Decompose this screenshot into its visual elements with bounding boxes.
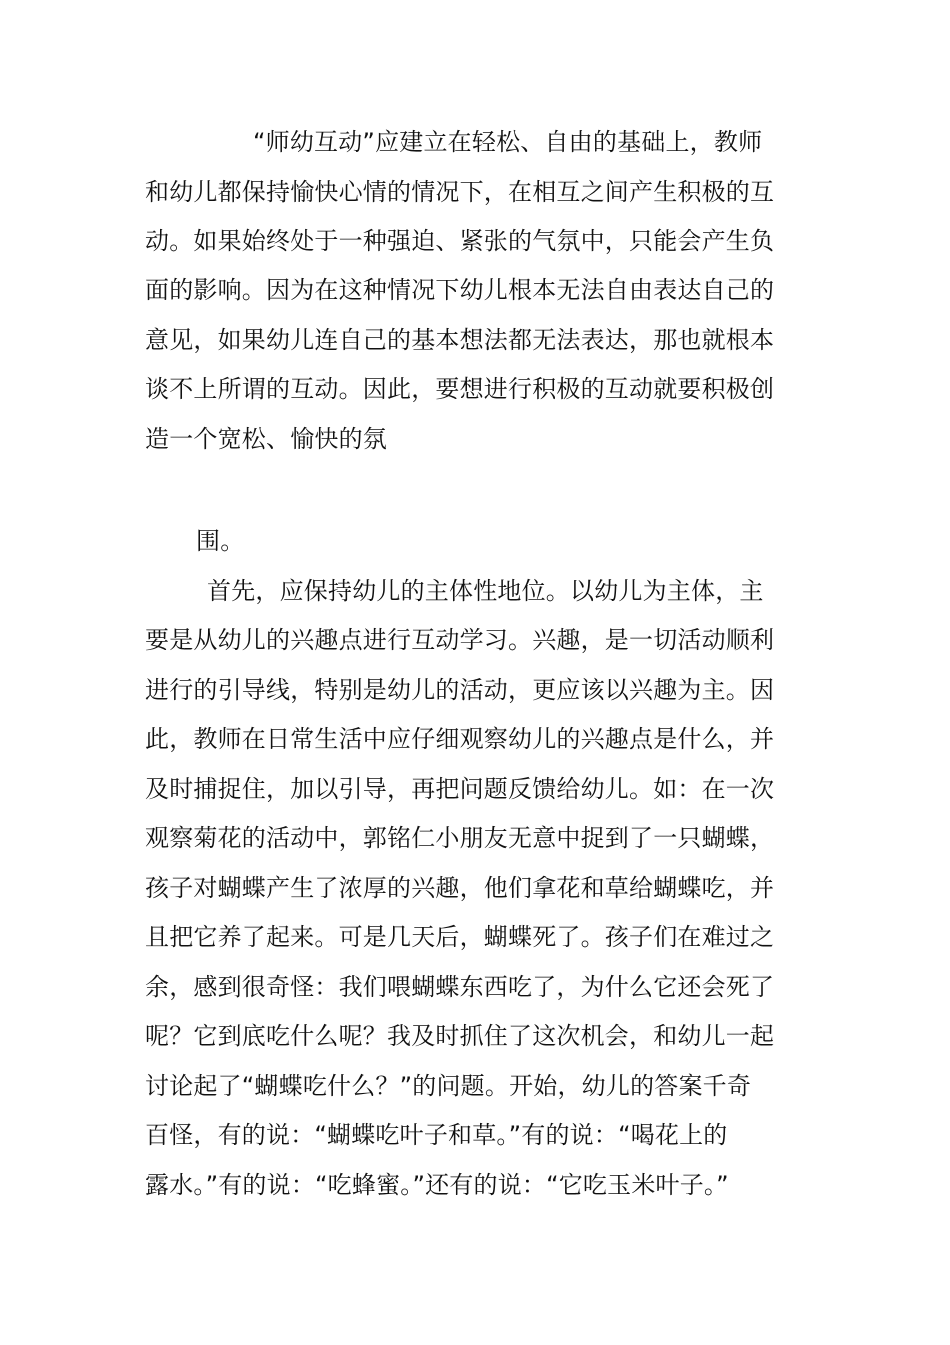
paragraph-line: 围。	[196, 527, 245, 555]
paragraph-line: 进行的引导线，特别是幼儿的活动，更应该以兴趣为主。因	[145, 676, 775, 704]
paragraph-line: 孩子对蝴蝶产生了浓厚的兴趣，他们拿花和草给蝴蝶吃，并	[145, 874, 775, 902]
paragraph-line: 露水。”有的说：“吃蜂蜜。”还有的说：“它吃玉米叶子。”	[145, 1171, 729, 1199]
paragraph-line: 且把它养了起来。可是几天后，蝴蝶死了。孩子们在难过之	[145, 923, 775, 951]
paragraph-line: 及时捕捉住，加以引导，再把问题反馈给幼儿。如：在一次	[145, 775, 775, 803]
paragraph-line: “师幼互动”应建立在轻松、自由的基础上，教师	[253, 128, 763, 156]
paragraph-line: 首先，应保持幼儿的主体性地位。以幼儿为主体，主	[207, 577, 764, 605]
paragraph-line: 动。如果始终处于一种强迫、紧张的气氛中，只能会产生负	[145, 227, 775, 255]
paragraph-line: 造一个宽松、愉快的氛	[145, 425, 387, 453]
paragraph-line: 讨论起了“蝴蝶吃什么？”的问题。开始，幼儿的答案千奇	[145, 1072, 752, 1100]
paragraph-line: 谈不上所谓的互动。因此，要想进行积极的互动就要积极创	[145, 375, 775, 403]
paragraph-line: 意见，如果幼儿连自己的基本想法都无法表达，那也就根本	[145, 326, 775, 354]
paragraph-line: 和幼儿都保持愉快心情的情况下，在相互之间产生积极的互	[145, 178, 775, 206]
paragraph-line: 面的影响。因为在这种情况下幼儿根本无法自由表达自己的	[145, 276, 775, 304]
paragraph-line: 此，教师在日常生活中应仔细观察幼儿的兴趣点是什么，并	[145, 725, 775, 753]
paragraph-line: 余，感到很奇怪：我们喂蝴蝶东西吃了，为什么它还会死了	[145, 973, 775, 1001]
paragraph-line: 观察菊花的活动中，郭铭仁小朋友无意中捉到了一只蝴蝶，	[145, 824, 775, 852]
paragraph-line: 要是从幼儿的兴趣点进行互动学习。兴趣，是一切活动顺利	[145, 626, 775, 654]
paragraph-line: 百怪，有的说：“蝴蝶吃叶子和草。”有的说：“喝花上的	[145, 1121, 728, 1149]
paragraph-line: 呢？它到底吃什么呢？我及时抓住了这次机会，和幼儿一起	[145, 1022, 775, 1050]
